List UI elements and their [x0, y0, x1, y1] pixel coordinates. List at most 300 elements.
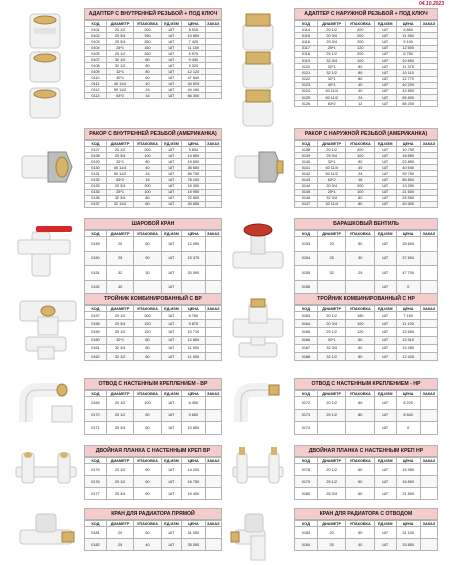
cell-price: 5 850	[396, 27, 420, 33]
cell-unit: ШТ	[161, 159, 182, 165]
cell-unit: ШТ	[375, 153, 396, 159]
cell-diameter: 50 11/2	[106, 87, 133, 93]
cell-pack: 200	[134, 147, 161, 153]
product-photo-elbow-wall-external	[229, 378, 287, 436]
cell-price: 12 770	[396, 76, 420, 82]
cell-unit: ШТ	[375, 51, 396, 57]
cell-unit: ШТ	[161, 165, 182, 171]
cell-order[interactable]	[205, 237, 221, 252]
cell-diameter: 20 1/2	[106, 147, 133, 153]
cell-price: 6 760	[182, 312, 205, 320]
cell-order[interactable]	[205, 328, 221, 336]
cell-price: 9 430	[182, 57, 205, 63]
cell-unit: ШТ	[375, 171, 396, 177]
cell-price: 12 425	[396, 352, 420, 360]
cell-order[interactable]	[205, 409, 221, 422]
cell-diameter: 32 11/4	[317, 201, 346, 207]
cell-pack: 60	[134, 476, 161, 488]
double-plate-internal-title: ДВОЙНАЯ ПЛАНКА С НАСТЕННЫМ КРЕП ВР	[84, 445, 222, 457]
document-date: 04.10.2023	[418, 1, 444, 7]
cell-code: 0184	[295, 539, 318, 551]
cell-price: 12 850	[182, 336, 205, 344]
cell-diameter: 20	[106, 237, 133, 252]
table-row	[85, 251, 222, 266]
cell-code: 0113	[85, 93, 107, 99]
cell-code: 0129	[85, 159, 107, 165]
cell-unit: ШТ	[161, 352, 182, 360]
cell-code: 0173	[295, 409, 318, 422]
cell-order[interactable]	[205, 93, 221, 99]
column-header-order: ЗАКАЗ	[420, 458, 437, 464]
column-header-unit: ЕД.ИЗМ	[375, 141, 396, 147]
cell-code: 0130	[85, 165, 107, 171]
cell-pack: 12	[346, 101, 375, 107]
cell-order[interactable]	[205, 527, 221, 539]
column-header-code: КОД	[295, 521, 318, 527]
cell-diameter: 25 1/2	[317, 328, 346, 336]
column-header-order: ЗАКАЗ	[420, 231, 437, 237]
table-row	[295, 237, 438, 252]
table-row	[295, 397, 438, 410]
cell-pack: 50	[134, 527, 161, 539]
cell-unit: ШТ	[375, 183, 396, 189]
cell-price: 28 600	[396, 237, 420, 252]
cell-price: 7 420	[182, 39, 205, 45]
cell-order[interactable]	[420, 397, 437, 410]
cell-diameter: 20 1/2	[317, 27, 346, 33]
column-header-unit: ЕД.ИЗМ	[375, 391, 396, 397]
cell-order[interactable]	[205, 266, 221, 281]
cell-diameter: 20 3/4	[106, 183, 133, 189]
cell-unit: ШТ	[161, 63, 182, 69]
cell-order[interactable]	[205, 201, 221, 207]
tee-icon	[239, 337, 277, 357]
column-header-code: КОД	[85, 231, 107, 237]
cell-order[interactable]	[420, 344, 437, 352]
column-header-order: ЗАКАЗ	[206, 141, 220, 146]
table-row	[295, 312, 438, 320]
product-photo-radiator-valve-angled	[229, 508, 287, 563]
table-row	[295, 336, 438, 344]
adapter-internal-title: АДАПТЕР С ВНУТРЕННЕЙ РЕЗЬБОЙ + ПОД КЛЮЧ	[84, 8, 222, 20]
cell-unit: ШТ	[375, 165, 396, 171]
cell-diameter: 25 1/2	[106, 328, 133, 336]
cell-unit: ШТ	[375, 27, 396, 33]
cell-pack: 200	[134, 183, 161, 189]
column-header-price: ЦЕНА	[396, 306, 420, 312]
cell-pack: 80	[134, 159, 161, 165]
cell-unit: ШТ	[375, 312, 396, 320]
cell-code: 0110	[85, 75, 107, 81]
cell-order[interactable]	[205, 397, 221, 410]
cell-price: 22 850	[396, 159, 420, 165]
cell-pack: 250	[134, 51, 161, 57]
cell-order[interactable]	[420, 409, 437, 422]
cell-pack: 250	[134, 39, 161, 45]
cell-unit: ШТ	[161, 464, 182, 476]
column-header-price: ЦЕНА	[182, 521, 205, 527]
union-external-price-table	[294, 140, 438, 208]
union-icon	[235, 152, 283, 182]
cell-order[interactable]	[420, 352, 437, 360]
cell-order[interactable]	[205, 539, 221, 551]
cell-price: 0	[396, 422, 420, 435]
cell-code: 0154	[295, 251, 318, 266]
cell-price: 31 050	[182, 527, 205, 539]
table-row	[295, 488, 438, 500]
cell-unit: ШТ	[161, 488, 182, 500]
tee-icon	[20, 301, 76, 335]
cell-pack: 40	[346, 88, 375, 94]
cell-unit: ШТ	[375, 488, 396, 500]
cell-pack: 80	[134, 195, 161, 201]
cell-price: 21 600	[396, 189, 420, 195]
cell-code: 0112	[85, 87, 107, 93]
cell-order[interactable]	[420, 336, 437, 344]
cell-unit: ШТ	[161, 183, 182, 189]
column-header-price: ЦЕНА	[182, 141, 205, 147]
cell-unit: ШТ	[161, 189, 182, 195]
cell-code: 0119	[295, 57, 318, 63]
column-header-unit: ЕД.ИЗМ	[375, 458, 396, 464]
column-header-code: КОД	[85, 306, 107, 312]
cell-unit: ШТ	[375, 539, 396, 551]
cell-diameter: 25 3/4	[317, 39, 346, 45]
cell-pack: 30	[346, 251, 375, 266]
tee-internal-title: ТРОЙНИК КОМБИНИРОВАННЫЙ С ВР	[84, 293, 222, 305]
cell-order[interactable]	[420, 464, 437, 476]
cell-unit: ШТ	[161, 320, 182, 328]
cell-order[interactable]	[205, 312, 221, 320]
column-header-order: ЗАКАЗ	[420, 141, 437, 147]
cell-pack: 25	[346, 266, 375, 281]
column-header-unit: ЕД.ИЗМ	[161, 141, 182, 147]
cell-code: 0159	[85, 328, 107, 336]
column-header-diameter: ДИАМЕТР	[106, 521, 133, 527]
cell-price: 13 250	[396, 183, 420, 189]
cell-order[interactable]	[205, 344, 221, 352]
cell-unit: ШТ	[375, 147, 396, 153]
cell-pack: 16	[346, 177, 375, 183]
cell-diameter: 20	[317, 527, 346, 539]
cell-diameter: 25 1/2	[317, 476, 346, 488]
cell-pack: 50	[346, 237, 375, 252]
cell-unit: ШТ	[161, 177, 182, 183]
cell-pack: 200	[346, 39, 375, 45]
cell-diameter: 32	[106, 266, 133, 281]
column-header-diameter: ДИАМЕТР	[106, 458, 133, 464]
cell-unit: ШТ	[161, 87, 182, 93]
table-row	[85, 422, 222, 435]
table-row	[85, 344, 222, 352]
cell-pack: 100	[346, 189, 375, 195]
product-photo-adapter-external	[229, 8, 287, 130]
cell-order[interactable]	[205, 320, 221, 328]
cell-price: 8 220	[396, 397, 420, 410]
cell-diameter: 25 3/4	[106, 488, 133, 500]
table-row	[85, 476, 222, 488]
cell-pack: 100	[346, 57, 375, 63]
elbow-icon	[241, 385, 279, 422]
cell-pack: 24	[346, 171, 375, 177]
cell-price: 13 910	[396, 336, 420, 344]
cell-price: 55 600	[396, 95, 420, 101]
cell-code: 0139	[295, 153, 318, 159]
cell-order[interactable]	[420, 237, 437, 252]
cell-price: 10 850	[182, 422, 205, 435]
cell-unit: ШТ	[375, 159, 396, 165]
column-header-order: ЗАКАЗ	[206, 521, 220, 526]
cell-code: 0124	[295, 88, 318, 94]
column-header-order: ЗАКАЗ	[420, 21, 437, 27]
cell-order[interactable]	[420, 539, 437, 551]
cell-price: 10 750	[396, 147, 420, 153]
cell-code: 0167	[295, 344, 318, 352]
cell-code: 0122	[295, 76, 318, 82]
cell-unit: ШТ	[161, 527, 182, 539]
cell-price: 19 950	[182, 189, 205, 195]
cell-diameter: 25 3/4	[106, 422, 133, 435]
cell-unit: ШТ	[161, 251, 182, 266]
cell-diameter: 25 3/4	[317, 153, 346, 159]
cell-price: 18 850	[396, 153, 420, 159]
cell-code: 0153	[295, 237, 318, 252]
cell-code: 0104	[85, 45, 107, 51]
cell-unit: ШТ	[375, 195, 396, 201]
union-internal-price-table	[84, 140, 222, 208]
cell-diameter: 25*1	[317, 189, 346, 195]
cell-diameter: 20 1/2	[317, 397, 346, 410]
cell-pack: 60	[346, 488, 375, 500]
union-internal-title: РАКОР С ВНУТРЕННЕЙ РЕЗЬБОЙ (АМЕРИКАНКА)	[84, 128, 222, 140]
column-header-order: ЗАКАЗ	[206, 306, 220, 311]
cell-unit: ШТ	[161, 75, 182, 81]
cell-pack: 180	[346, 312, 375, 320]
table-row	[85, 328, 222, 336]
elbow-wall-external-price-table	[294, 390, 438, 435]
table-row	[295, 464, 438, 476]
column-header-pack: УПАКОВКА	[346, 306, 375, 312]
column-header-code: КОД	[295, 141, 318, 147]
column-header-order: ЗАКАЗ	[420, 306, 437, 312]
cell-price: 59 750	[396, 171, 420, 177]
cell-diameter: 63*2	[317, 101, 346, 107]
cell-price: 7 150	[396, 312, 420, 320]
cell-unit: ШТ	[375, 280, 396, 295]
cell-pack: 80	[346, 352, 375, 360]
cell-pack	[346, 422, 375, 435]
cell-diameter: 25	[106, 539, 133, 551]
cell-pack: 120	[134, 328, 161, 336]
cell-code: 0174	[295, 422, 318, 435]
cell-order[interactable]	[205, 336, 221, 344]
cell-pack: 200	[346, 33, 375, 39]
cell-pack: 30	[134, 266, 161, 281]
cell-code: 0166	[295, 336, 318, 344]
cell-pack: 80	[346, 201, 375, 207]
column-header-pack: УПАКОВКА	[346, 391, 375, 397]
elbow-icon	[26, 384, 72, 422]
adapter-icon	[243, 90, 273, 126]
cell-order[interactable]	[420, 476, 437, 488]
cell-diameter: 32*1	[317, 76, 346, 82]
cell-pack: 40	[346, 165, 375, 171]
cell-order[interactable]	[420, 251, 437, 266]
cell-pack: 200	[134, 312, 161, 320]
column-header-code: КОД	[295, 391, 318, 397]
cell-order[interactable]	[420, 328, 437, 336]
cell-diameter: 20 3/4	[317, 320, 346, 328]
cell-unit: ШТ	[161, 237, 182, 252]
cell-code: 0131	[85, 171, 107, 177]
table-row	[295, 409, 438, 422]
cell-pack: 80	[346, 397, 375, 410]
column-header-order: ЗАКАЗ	[206, 231, 220, 236]
cell-diameter: 32 3/4	[317, 344, 346, 352]
cell-order[interactable]	[205, 251, 221, 266]
cell-pack: 40	[346, 82, 375, 88]
cell-code: 0181	[85, 527, 107, 539]
cell-pack: 80	[134, 336, 161, 344]
cell-price: 6 750	[396, 51, 420, 57]
column-header-diameter: ДИАМЕТР	[106, 391, 133, 397]
cell-unit: ШТ	[161, 409, 182, 422]
product-photo-gate-valve	[229, 218, 287, 278]
cell-order[interactable]	[420, 266, 437, 281]
double-plate-internal-price-table	[84, 457, 222, 500]
cell-pack: 100	[134, 189, 161, 195]
cell-price: 16 300	[182, 183, 205, 189]
table-row	[85, 201, 222, 207]
cell-order[interactable]	[420, 312, 437, 320]
column-header-diameter: ДИАМЕТР	[106, 21, 133, 27]
cell-diameter: 25*1	[317, 45, 346, 51]
cell-unit: ШТ	[161, 147, 182, 153]
cell-unit: ШТ	[161, 171, 182, 177]
column-header-price: ЦЕНА	[396, 231, 420, 237]
cell-diameter: 25 1/2	[106, 409, 133, 422]
cell-price: 8 840	[396, 409, 420, 422]
cell-unit: ШТ	[375, 409, 396, 422]
cell-code: 0150	[85, 251, 107, 266]
cell-unit: ШТ	[161, 93, 182, 99]
cell-unit: ШТ	[161, 539, 182, 551]
cell-code: 0136	[85, 195, 107, 201]
column-header-pack: УПАКОВКА	[346, 141, 375, 147]
product-photo-ball-valve	[12, 218, 80, 278]
cell-code: 0176	[85, 476, 107, 488]
cell-pack: 80	[134, 57, 161, 63]
cell-order[interactable]	[205, 488, 221, 500]
cell-diameter: 32 1/2	[317, 70, 346, 76]
cell-diameter: 20 3/4	[317, 183, 346, 189]
column-header-code: КОД	[85, 391, 107, 397]
cell-code: 0108	[85, 63, 107, 69]
cell-diameter: 20 1/2	[317, 464, 346, 476]
cell-order[interactable]	[420, 101, 437, 107]
column-header-diameter: ДИАМЕТР	[106, 141, 133, 147]
cell-order[interactable]	[205, 352, 221, 360]
cell-diameter: 20 1/2	[106, 312, 133, 320]
cell-unit: ШТ	[375, 101, 396, 107]
cell-pack: 80	[134, 352, 161, 360]
column-header-pack: УПАКОВКА	[134, 306, 161, 312]
cell-unit: ШТ	[375, 251, 396, 266]
cell-code: 0155	[295, 266, 318, 281]
table-row	[85, 397, 222, 410]
cell-price: 40 540	[396, 165, 420, 171]
ball-valve-icon	[18, 226, 72, 276]
cell-order[interactable]	[420, 527, 437, 539]
cell-pack: 50	[346, 527, 375, 539]
cell-code: 0147	[295, 201, 318, 207]
cell-code: 0156	[295, 280, 318, 295]
column-header-pack: УПАКОВКА	[346, 21, 375, 27]
column-header-diameter: ДИАМЕТР	[317, 458, 346, 464]
cell-unit: ШТ	[161, 45, 182, 51]
cell-order[interactable]	[205, 464, 221, 476]
cell-diameter: 25	[106, 251, 133, 266]
column-header-diameter: ДИАМЕТР	[317, 231, 346, 237]
double-plate-icon	[16, 452, 76, 483]
cell-price: 44 160	[182, 87, 205, 93]
column-header-unit: ЕД.ИЗМ	[375, 306, 396, 312]
column-header-unit: ЕД.ИЗМ	[161, 231, 182, 237]
cell-order[interactable]	[420, 488, 437, 500]
column-header-diameter: ДИАМЕТР	[106, 306, 133, 312]
cell-order[interactable]	[420, 320, 437, 328]
cell-unit: ШТ	[375, 476, 396, 488]
table-row	[85, 336, 222, 344]
table-row	[295, 251, 438, 266]
cell-unit: ШТ	[161, 51, 182, 57]
cell-code: 0101	[85, 27, 107, 33]
cell-unit: ШТ	[161, 328, 182, 336]
cell-unit: ШТ	[375, 266, 396, 281]
cell-price: 47 840	[182, 75, 205, 81]
adapter-icon	[243, 52, 273, 88]
cell-price: 5 975	[182, 51, 205, 57]
cell-price: 14 200	[182, 464, 205, 476]
cell-diameter: 50 11/2	[106, 171, 133, 177]
cell-diameter: 40*1	[106, 75, 133, 81]
cell-diameter: 20	[317, 237, 346, 252]
cell-unit: ШТ	[161, 39, 182, 45]
adapter-icon	[30, 14, 60, 48]
cell-price: 10 850	[182, 33, 205, 39]
cell-code: 0121	[295, 70, 318, 76]
cell-price: 10 710	[182, 328, 205, 336]
ball-valve-price-table	[84, 230, 222, 295]
cell-diameter: 32*1	[317, 64, 346, 70]
cell-order[interactable]	[420, 201, 437, 207]
cell-code: 0175	[85, 464, 107, 476]
cell-diameter: 40 11/4	[317, 88, 346, 94]
cell-order[interactable]	[205, 422, 221, 435]
product-photo-double-plate-external	[229, 445, 287, 500]
cell-unit: ШТ	[375, 320, 396, 328]
cell-diameter: 25	[317, 539, 346, 551]
cell-price: 15 375	[182, 251, 205, 266]
cell-order[interactable]	[205, 476, 221, 488]
cell-unit: ШТ	[161, 33, 182, 39]
cell-diameter: 40 11/4	[317, 165, 346, 171]
cell-unit: ШТ	[375, 189, 396, 195]
column-header-diameter: ДИАМЕТР	[317, 521, 346, 527]
cell-diameter: 32 1/2	[106, 352, 133, 360]
cell-unit: ШТ	[375, 45, 396, 51]
cell-order[interactable]	[420, 422, 437, 435]
